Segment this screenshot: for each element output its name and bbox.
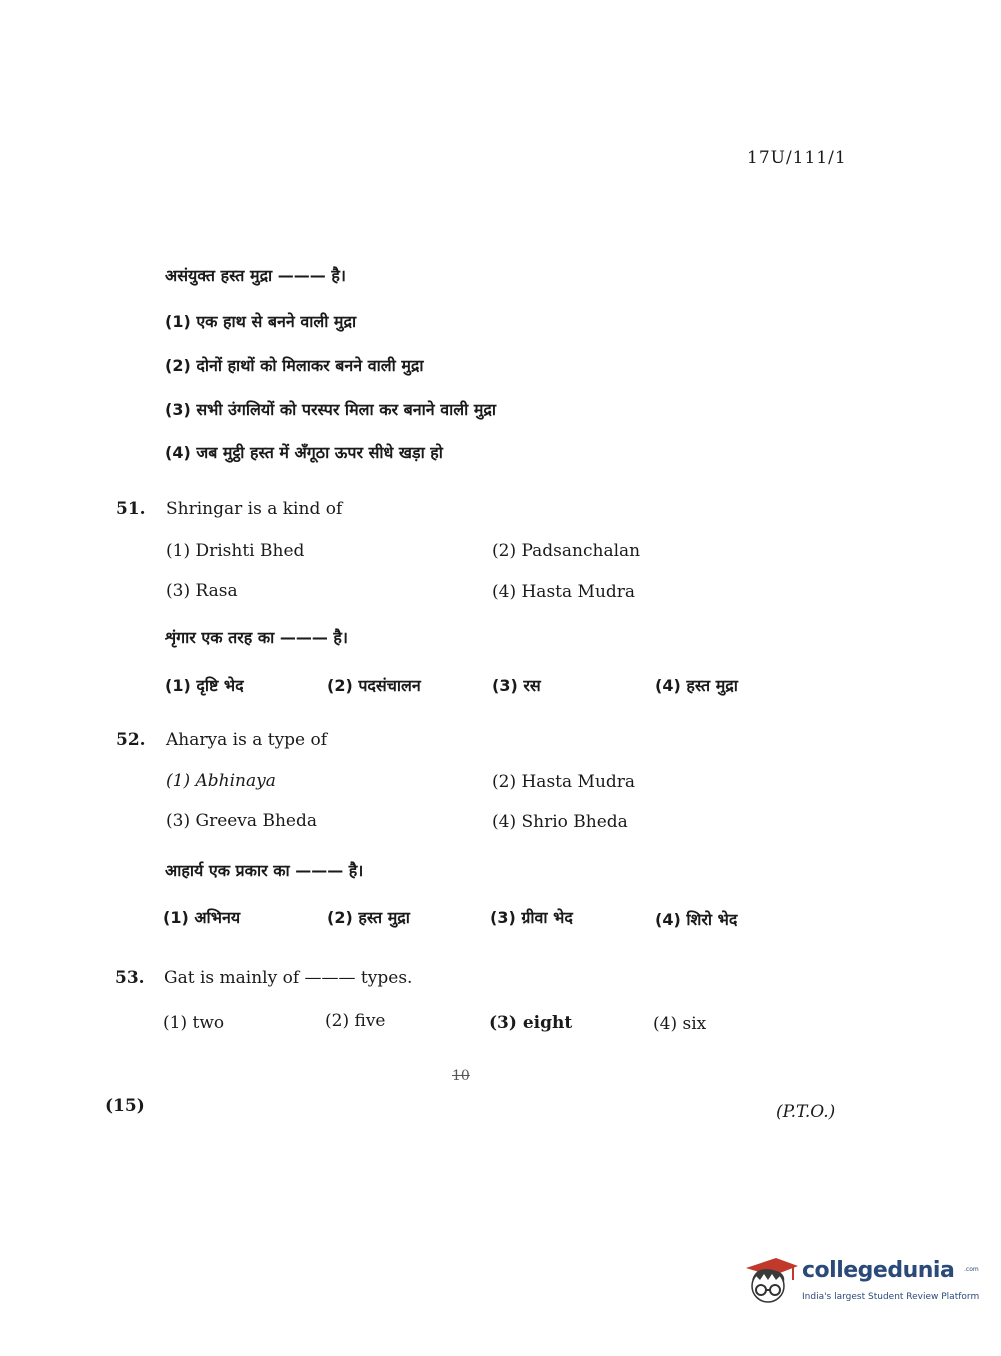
q52-hindi-option-1: (1) अभिनय <box>163 908 241 927</box>
q52-hindi-option-3: (3) ग्रीवा भेद <box>490 908 573 927</box>
q50-hindi-option-1: (1) एक हाथ से बनने वाली मुद्रा <box>165 312 357 331</box>
paper-code: 17U/111/1 <box>747 148 847 168</box>
q53-stem: Gat is mainly of ——— types. <box>164 968 413 988</box>
q51-hindi-stem: शृंगार एक तरह का ——— है। <box>165 628 348 647</box>
page-mark: 10 <box>452 1068 470 1084</box>
q50-hindi-option-3: (3) सभी उंगलियों को परस्पर मिला कर बनाने वाली मुद्रा <box>165 400 497 419</box>
q51-option-1: (1) Drishti Bhed <box>166 541 305 561</box>
q51-hindi-option-2: (2) पदसंचालन <box>327 676 421 695</box>
q51-hindi-option-4: (4) हस्त मुद्रा <box>655 676 738 695</box>
mascot-icon <box>742 1252 800 1310</box>
q50-hindi-option-2: (2) दोनों हाथों को मिलाकर बनने वाली मुद्रा <box>165 356 424 375</box>
q51-hindi-option-3: (3) रस <box>492 676 541 695</box>
q51-stem: Shringar is a kind of <box>166 499 343 519</box>
q51-hindi-option-1: (1) दृष्टि भेद <box>165 676 244 695</box>
q50-hindi-option-4: (4) जब मुट्ठी हस्त में अँगूठा ऊपर सीधे खड़ा हो <box>165 443 443 462</box>
q52-option-3: (3) Greeva Bheda <box>166 811 317 831</box>
pto-label: (P.T.O.) <box>776 1102 836 1122</box>
collegedunia-logo <box>742 1252 980 1314</box>
logo-brand-name: collegedunia <box>802 1258 955 1283</box>
q53-option-3: (3) eight <box>489 1013 573 1033</box>
q52-number: 52. <box>116 730 146 750</box>
logo-tagline: India's largest Student Review Platform <box>802 1292 980 1302</box>
page-number: (15) <box>105 1096 145 1116</box>
q52-option-2: (2) Hasta Mudra <box>492 772 636 792</box>
q53-option-4: (4) six <box>653 1014 707 1034</box>
q51-option-4: (4) Hasta Mudra <box>492 582 636 602</box>
q51-option-3: (3) Rasa <box>166 581 238 601</box>
q51-option-2: (2) Padsanchalan <box>492 541 641 561</box>
q52-option-1: (1) Abhinaya <box>166 771 276 791</box>
q53-number: 53. <box>115 968 145 988</box>
q53-option-1: (1) two <box>163 1013 225 1033</box>
q52-hindi-option-4: (4) शिरो भेद <box>655 910 738 929</box>
q52-hindi-stem: आहार्य एक प्रकार का ——— है। <box>165 861 364 880</box>
q51-number: 51. <box>116 499 146 519</box>
q53-option-2: (2) five <box>325 1011 386 1031</box>
q52-stem: Aharya is a type of <box>166 730 328 750</box>
logo-suffix: .com <box>964 1266 979 1273</box>
q52-option-4: (4) Shrio Bheda <box>492 812 628 832</box>
q52-hindi-option-2: (2) हस्त मुद्रा <box>327 908 410 927</box>
q50-hindi-stem: असंयुक्त हस्त मुद्रा ——— है। <box>165 266 346 285</box>
